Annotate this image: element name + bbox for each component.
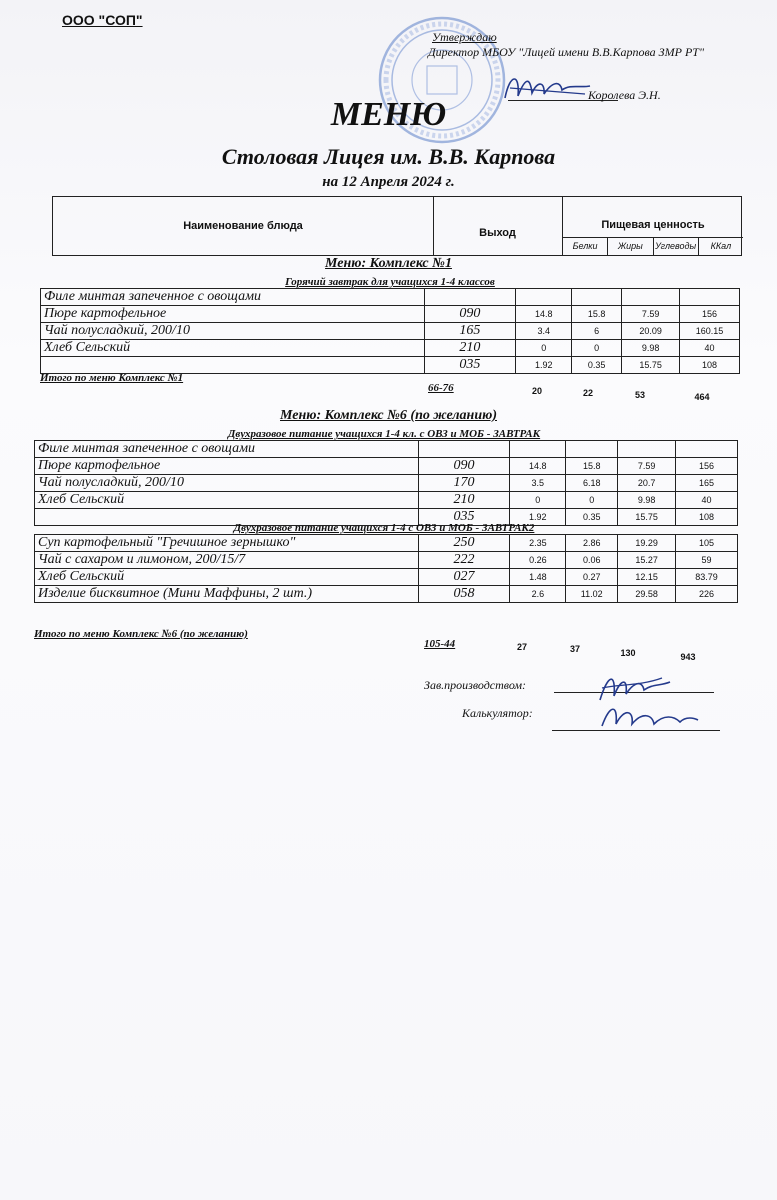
dish-kcal: 83.79 [676, 569, 738, 586]
dish-name: Пюре картофельное [41, 306, 425, 323]
dish-protein: 1.92 [516, 357, 572, 374]
dish-name: Филе минтая запеченное с овощами [35, 441, 419, 458]
dish-carbs: 29.58 [618, 586, 676, 603]
complex1-total-protein: 20 [531, 386, 542, 396]
complex1-row [41, 289, 740, 306]
dish-carbs: 20.09 [622, 323, 680, 340]
dish-name: Хлеб Сельский [35, 569, 419, 586]
dish-carbs: 9.98 [622, 340, 680, 357]
dish-carbs: 19.29 [618, 535, 676, 552]
approval-name: Королева Э.Н. [588, 88, 661, 102]
dish-name: Филе минтая запеченное с овощами [41, 289, 425, 306]
dish-output: 250 [418, 535, 510, 552]
complex1-total-fat: 22 [582, 388, 593, 398]
complex6-breakfast1-row [35, 458, 738, 475]
page-subtitle: Столовая Лицея им. В.В. Карпова [221, 144, 556, 169]
dish-kcal: 156 [680, 306, 740, 323]
dish-name: Изделие бисквитное (Мини Маффины, 2 шт.) [35, 586, 419, 603]
dish-carbs: 20.7 [618, 475, 676, 492]
dish-protein: 1.92 [510, 509, 566, 526]
dish-kcal: 226 [676, 586, 738, 603]
dish-name: Чай полусладкий, 200/10 [35, 475, 419, 492]
complex1-total-output: 66-76 [428, 382, 454, 394]
dish-fat [566, 441, 618, 458]
dish-name [41, 357, 425, 374]
nutrition-header [563, 197, 743, 255]
dish-kcal [676, 441, 738, 458]
dish-fat: 2.86 [566, 535, 618, 552]
dish-kcal: 108 [680, 357, 740, 374]
approval-block [428, 30, 748, 102]
dish-protein: 0 [516, 340, 572, 357]
dish-output: 222 [418, 552, 510, 569]
dish-carbs: 9.98 [618, 492, 676, 509]
dish-fat: 6 [572, 323, 622, 340]
dish-name: Чай полусладкий, 200/10 [41, 323, 425, 340]
dish-fat: 0 [572, 340, 622, 357]
complex1-total-carbs: 53 [634, 390, 645, 400]
dish-fat: 11.02 [566, 586, 618, 603]
fat-header: Жиры [608, 238, 653, 256]
output-column-header: Выход [433, 197, 563, 255]
complex6-breakfast2-row [35, 552, 738, 569]
dish-kcal: 40 [680, 340, 740, 357]
complex1-table [40, 288, 740, 374]
complex1-total-label: Итого по меню Комплекс №1 [40, 372, 184, 384]
dish-carbs: 15.27 [618, 552, 676, 569]
dish-output: 090 [418, 458, 510, 475]
dish-name: Суп картофельный "Гречишное зернышко" [35, 535, 419, 552]
dish-output: 165 [424, 323, 516, 340]
dish-protein: 2.6 [510, 586, 566, 603]
complex6-breakfast2-row [35, 535, 738, 552]
dish-fat: 6.18 [566, 475, 618, 492]
dish-fat: 0.27 [566, 569, 618, 586]
complex6-total-output: 105-44 [424, 638, 456, 650]
dish-output [424, 289, 516, 306]
dish-kcal: 165 [676, 475, 738, 492]
complex1-title: Меню: Комплекс №1 [325, 256, 452, 271]
calculator-label: Калькулятор: [462, 706, 533, 720]
complex1-subtitle: Горячий завтрак для учащихся 1-4 классов [285, 276, 495, 288]
organization-name: ООО "СОП" [62, 12, 143, 28]
complex6-title: Меню: Комплекс №6 (по желанию) [280, 408, 497, 423]
dish-carbs [622, 289, 680, 306]
dish-fat [572, 289, 622, 306]
dish-protein [516, 289, 572, 306]
complex6-breakfast2-row [35, 569, 738, 586]
menu-date: на 12 Апреля 2024 г. [322, 174, 455, 190]
dish-protein [510, 441, 566, 458]
complex6-total-carbs: 130 [620, 648, 636, 658]
calculator-signature [594, 698, 704, 738]
dish-kcal: 108 [676, 509, 738, 526]
dish-protein: 3.5 [510, 475, 566, 492]
dish-carbs [618, 441, 676, 458]
dish-kcal: 105 [676, 535, 738, 552]
dish-carbs: 7.59 [618, 458, 676, 475]
dish-name: Хлеб Сельский [41, 340, 425, 357]
complex6-subtitle1: Двухразовое питание учащихся 1-4 кл. с ОВЗ и МОБ - ЗАВТРАК [227, 428, 541, 440]
complex1-total-kcal: 464 [694, 392, 710, 402]
dish-output: 027 [418, 569, 510, 586]
dish-fat: 0 [566, 492, 618, 509]
dish-output: 058 [418, 586, 510, 603]
dish-protein: 0 [510, 492, 566, 509]
dish-protein: 14.8 [510, 458, 566, 475]
dish-carbs: 15.75 [622, 357, 680, 374]
dish-output: 090 [424, 306, 516, 323]
complex1-row [41, 323, 740, 340]
dish-kcal: 40 [676, 492, 738, 509]
dish-output: 210 [424, 340, 516, 357]
protein-header: Белки [563, 238, 608, 256]
dish-carbs: 15.75 [618, 509, 676, 526]
complex6-breakfast1-row [35, 475, 738, 492]
dish-name: Чай с сахаром и лимоном, 200/15/7 [35, 552, 419, 569]
dish-protein: 14.8 [516, 306, 572, 323]
dish-protein: 2.35 [510, 535, 566, 552]
dish-kcal: 59 [676, 552, 738, 569]
complex6-table1 [34, 440, 738, 526]
dish-output: 210 [418, 492, 510, 509]
dish-protein: 0.26 [510, 552, 566, 569]
dish-kcal [680, 289, 740, 306]
complex6-breakfast1-row [35, 441, 738, 458]
dish-fat: 15.8 [566, 458, 618, 475]
dish-protein: 3.4 [516, 323, 572, 340]
dish-fat: 0.35 [566, 509, 618, 526]
dish-fat: 0.35 [572, 357, 622, 374]
complex6-table2 [34, 534, 738, 603]
dish-name: Хлеб Сельский [35, 492, 419, 509]
complex1-row [41, 357, 740, 374]
dish-name: Пюре картофельное [35, 458, 419, 475]
carbs-header: Углеводы [654, 238, 699, 256]
dish-output: 035 [424, 357, 516, 374]
dish-fat: 0.06 [566, 552, 618, 569]
complex6-total-fat: 37 [569, 644, 580, 654]
complex1-row [41, 306, 740, 323]
dish-fat: 15.8 [572, 306, 622, 323]
dish-output [418, 441, 510, 458]
complex6-total-kcal: 943 [680, 652, 696, 662]
dish-kcal: 160.15 [680, 323, 740, 340]
complex6-total-label: Итого по меню Комплекс №6 (по желанию) [34, 628, 248, 640]
dish-output: 035 [418, 509, 510, 526]
complex6-breakfast1-row [35, 492, 738, 509]
dish-kcal: 156 [676, 458, 738, 475]
page-title: МЕНЮ [330, 96, 447, 133]
complex1-row [41, 340, 740, 357]
column-header [52, 196, 742, 256]
nutrition-title: Пищевая ценность [601, 219, 705, 231]
dish-carbs: 12.15 [618, 569, 676, 586]
complex6-subtitle2: Двухразовое питание учащихся 1-4 с ОВЗ и МОБ - ЗАВТРАК2 [233, 522, 535, 534]
approval-line1: Утверждаю [432, 30, 497, 44]
dish-protein: 1.48 [510, 569, 566, 586]
production-manager-label: Зав.производством: [424, 678, 527, 692]
complex6-breakfast2-row [35, 586, 738, 603]
dish-carbs: 7.59 [622, 306, 680, 323]
complex6-total-protein: 27 [516, 642, 527, 652]
dish-output: 170 [418, 475, 510, 492]
approval-line2: Директор МБОУ "Лицей имени В.В.Карпова ЗМР РТ" [428, 45, 704, 59]
dish-column-header: Наименование блюда [53, 197, 434, 255]
kcal-header: ККал [710, 241, 732, 251]
